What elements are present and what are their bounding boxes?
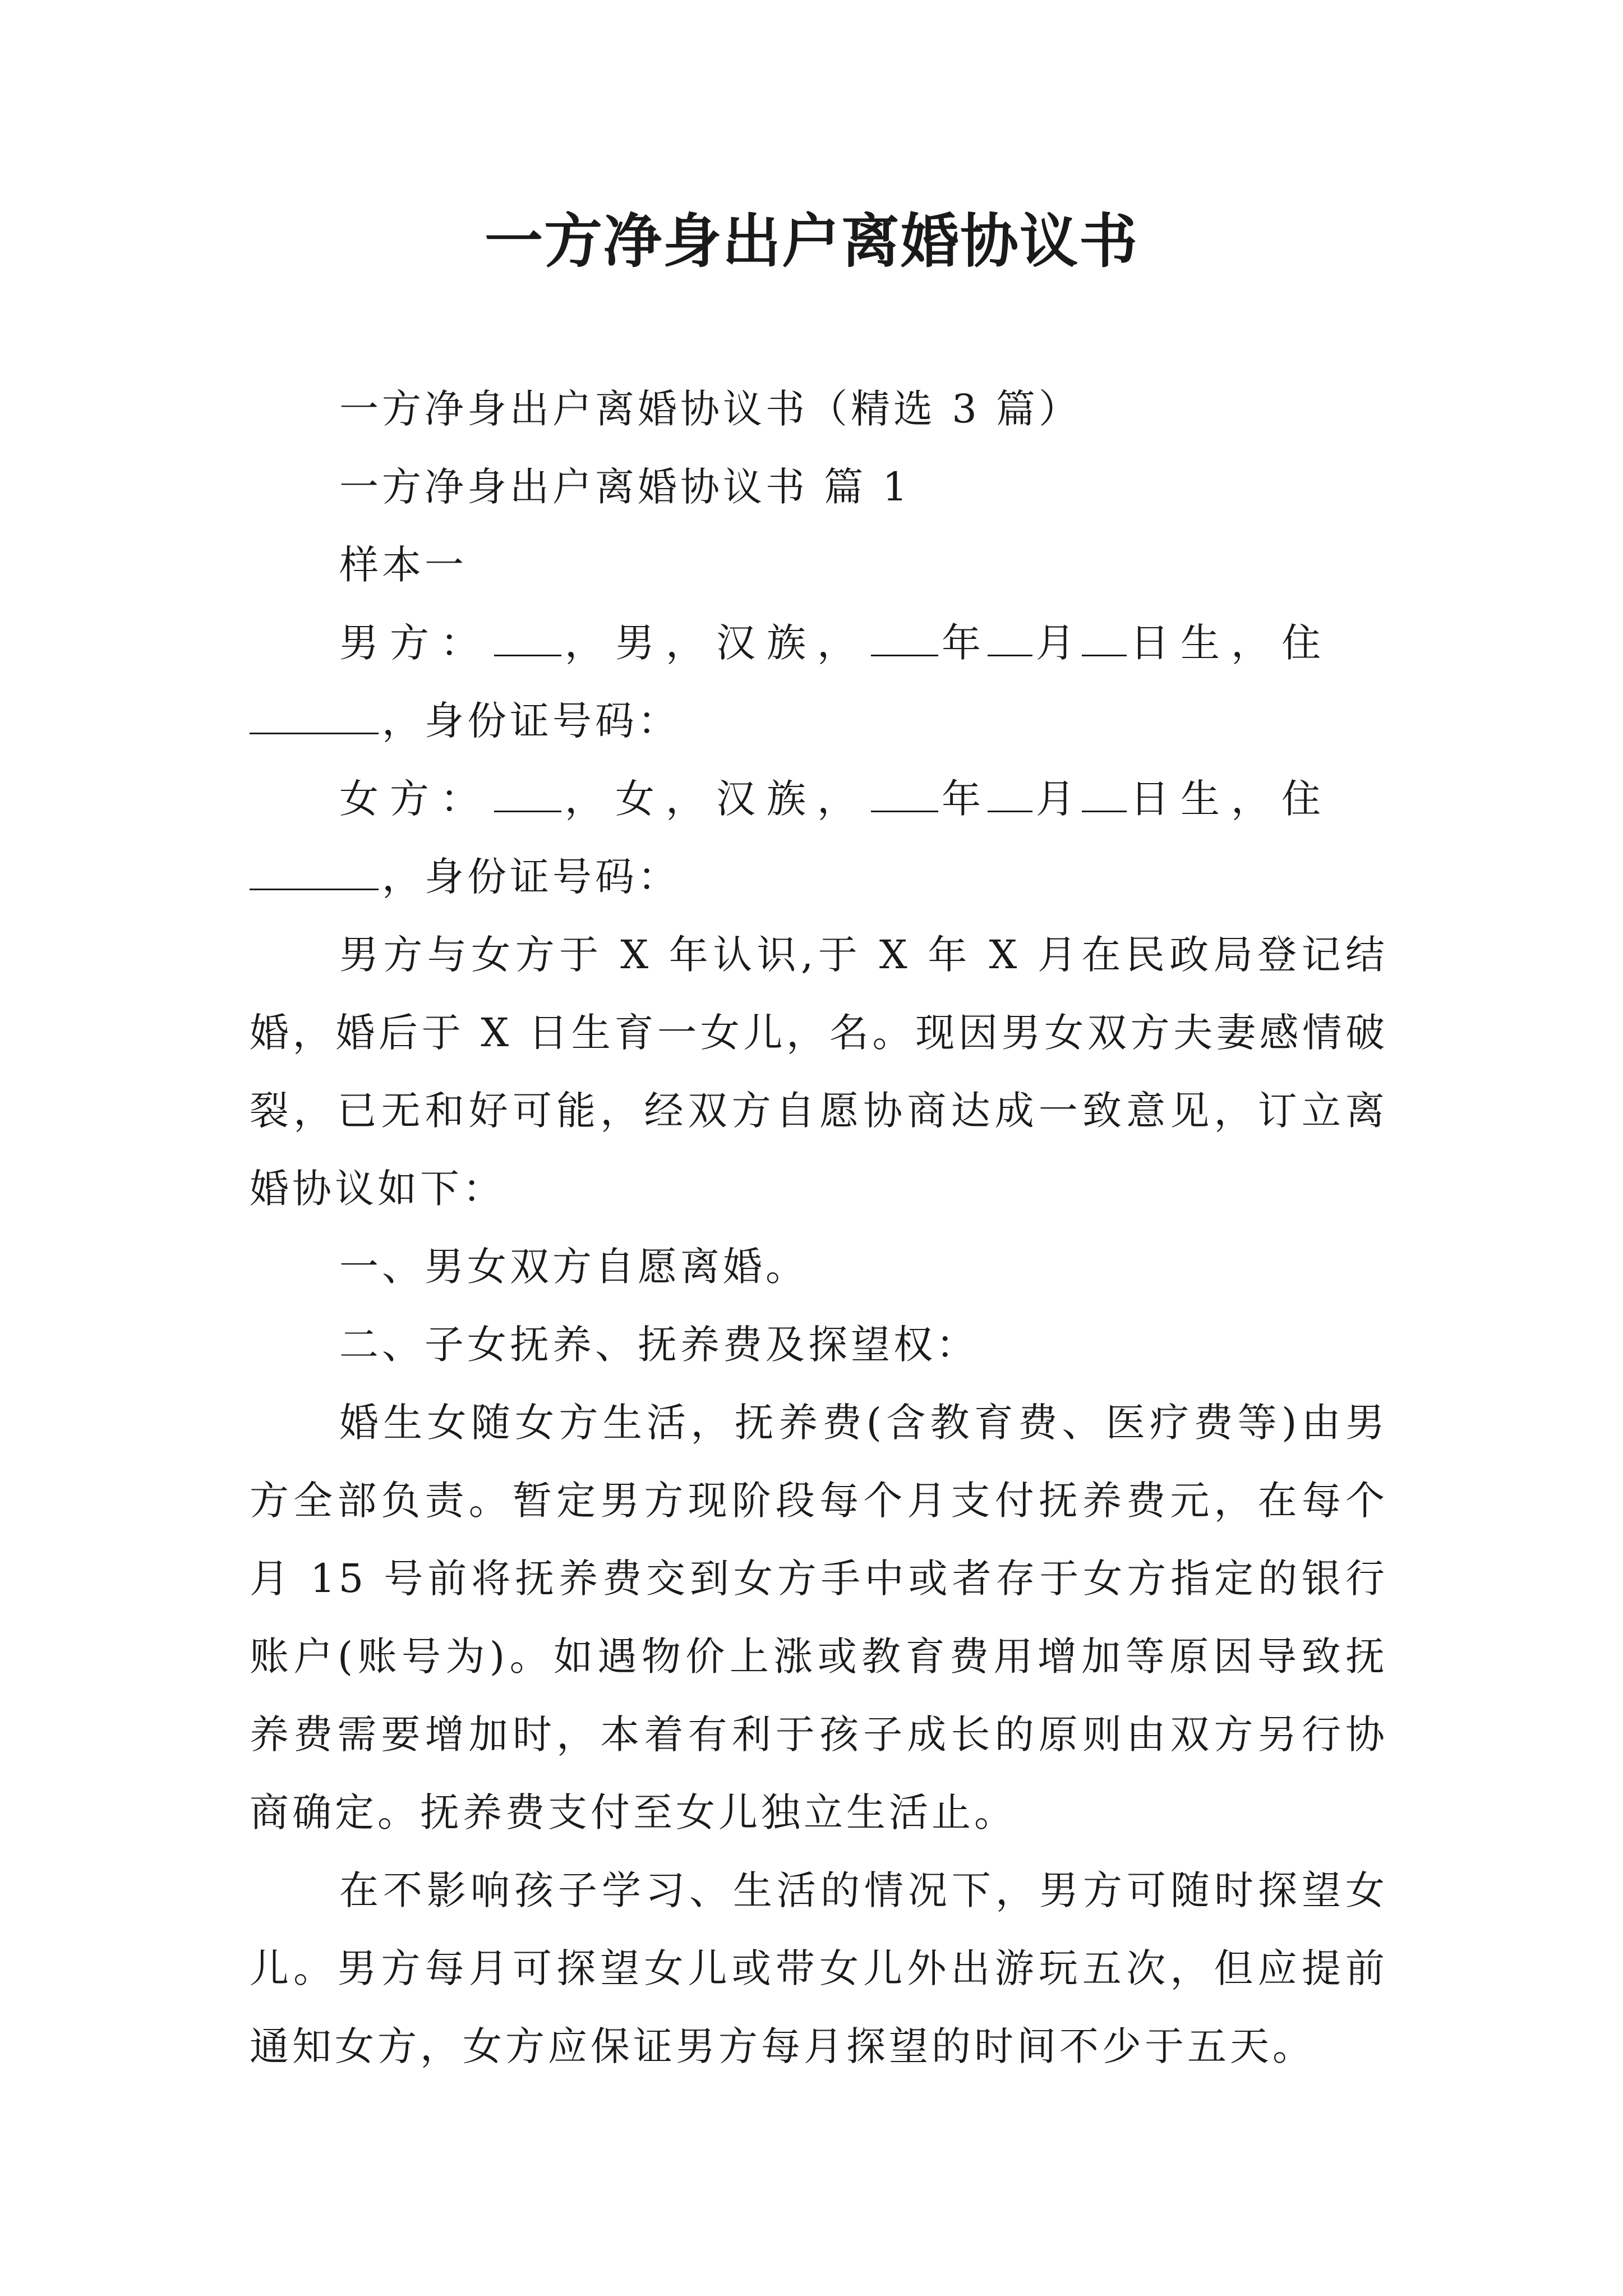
- wife-id-label: ，身份证号码：: [382, 854, 680, 900]
- paragraph-clause-1: 一、男女双方自愿离婚。: [339, 1244, 808, 1290]
- husband-id-label: ，身份证号码：: [382, 698, 680, 744]
- husband-day-blank: [1082, 615, 1127, 656]
- part-heading: 一方净身出户离婚协议书 篇 1: [339, 464, 911, 510]
- husband-born-label: 日生，住: [1130, 620, 1332, 666]
- husband-month-label: 月: [1036, 620, 1078, 666]
- husband-address-blank: [250, 693, 379, 734]
- husband-year-label: 年: [942, 620, 984, 666]
- sample-label: 样本一: [339, 542, 467, 588]
- wife-address-blank: [250, 849, 379, 890]
- wife-month-blank: [988, 771, 1032, 812]
- wife-day-blank: [1082, 771, 1127, 812]
- document-title: 一方净身出户离婚协议书: [484, 206, 1138, 275]
- wife-name-blank: [494, 771, 561, 812]
- wife-year-blank: [871, 771, 938, 812]
- paragraph-clause-2: 二、子女抚养、抚养费及探望权：: [339, 1322, 979, 1368]
- paragraph-visitation: 在不影响孩子学习、生活的情况下，男方可随时探望女儿。男方每月可探望女儿或带女儿外出游玩五次，但应提前通知女方，女方应保证男方每月探望的时间不少于五天。: [250, 1867, 1388, 2069]
- paragraph-support: 婚生女随女方生活，抚养费(含教育费、医疗费等)由男方全部负责。暂定男方现阶段每个月支付抚养费元，在每个月 15 号前将抚养费交到女方手中或者存于女方指定的银行账户(账号为)。如遇物价上涨或教育费用增加等原因导致抚养费需要增加时，本着有利于孩子成长的原则由双方另行协商确定。抚养费支付至女儿独立生活止。: [250, 1400, 1388, 1835]
- husband-label: 男方：: [339, 620, 491, 666]
- document-body: [250, 370, 1388, 2086]
- husband-name-blank: [494, 615, 561, 656]
- wife-info: [250, 760, 1388, 838]
- wife-id-line: [250, 838, 1388, 916]
- wife-year-label: 年: [942, 776, 984, 822]
- subtitle: 一方净身出户离婚协议书（精选 3 篇）: [339, 386, 1082, 432]
- wife-born-label: 日生，住: [1130, 776, 1332, 822]
- paragraph-background: 男方与女方于 X 年认识,于 X 年 X 月在民政局登记结婚，婚后于 X 日生育一女儿，名。现因男女双方夫妻感情破裂，已无和好可能，经双方自愿协商达成一致意见，订立离婚协议如下：: [250, 932, 1388, 1212]
- husband-info: [250, 604, 1388, 682]
- wife-month-label: 月: [1036, 776, 1078, 822]
- husband-id-line: [250, 682, 1388, 760]
- husband-year-blank: [871, 615, 938, 656]
- husband-month-blank: [988, 615, 1032, 656]
- husband-gender-ethnic: ，男，汉族，: [565, 620, 868, 666]
- wife-label: 女方：: [339, 776, 491, 822]
- wife-gender-ethnic: ，女，汉族，: [565, 776, 868, 822]
